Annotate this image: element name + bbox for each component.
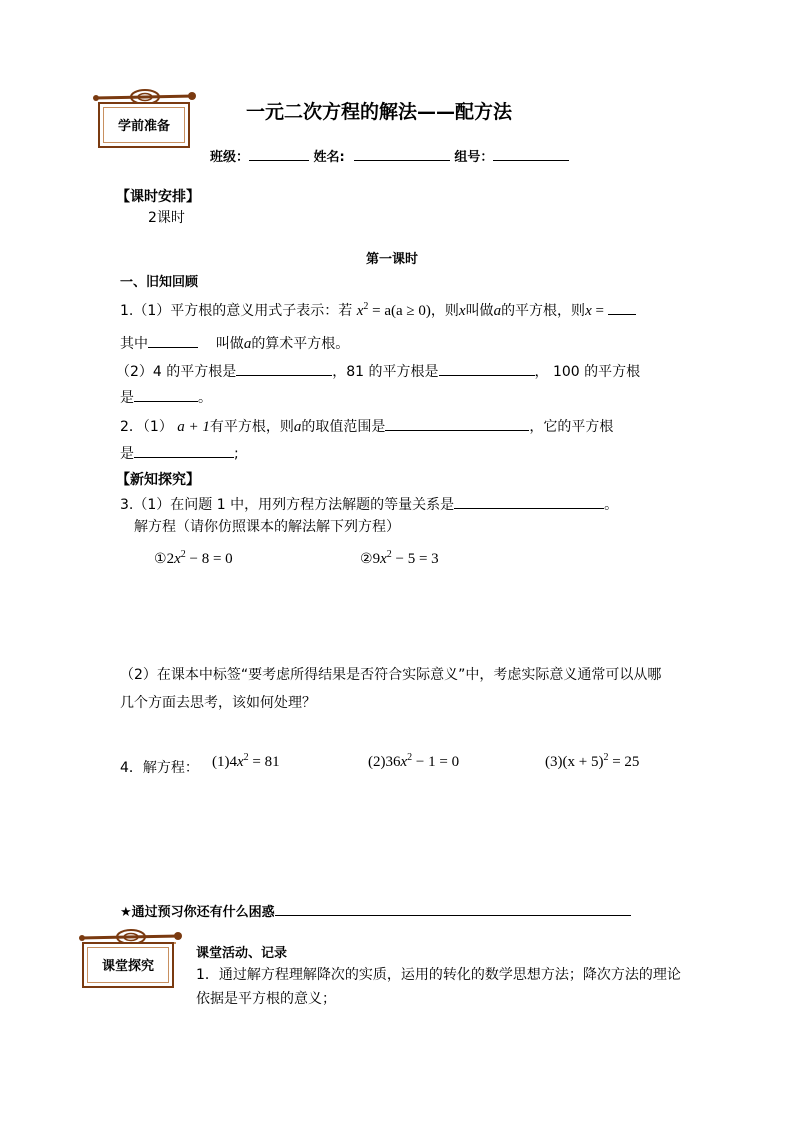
q1-math-a: a — [493, 303, 502, 319]
q2-blank-1[interactable] — [385, 416, 529, 431]
question-4-label: 4．解方程： — [120, 760, 199, 776]
q2-text-3: 的取值范围是 — [301, 419, 386, 435]
question-3-2-line-2: 几个方面去思考，该如何处理？ — [120, 695, 316, 711]
question-3-line-1 — [120, 494, 618, 514]
name-label: 姓名: — [313, 150, 345, 165]
q1-2-line2-text-2: 。 — [198, 390, 212, 406]
group-blank[interactable] — [493, 146, 569, 161]
classroom-item-1-line-2: 依据是平方根的意义； — [196, 991, 336, 1007]
q3-text-2: 。 — [604, 497, 619, 513]
class-label: 班级： — [210, 150, 250, 165]
q1-text-2: ，则 — [430, 303, 459, 319]
q1-line2-math-a: a — [243, 336, 252, 352]
q1-2-blank-3[interactable] — [134, 387, 198, 402]
preview-blank[interactable] — [275, 901, 631, 916]
section-badge-label: 学前准备 — [117, 119, 170, 134]
section-badge-preparation — [90, 86, 200, 148]
q1-2-text: （2）4 的平方根是 — [116, 364, 237, 380]
question-2-line-2 — [120, 443, 239, 463]
explore-heading: 【新知探究】 — [116, 472, 200, 488]
q1-text: 1.（1）平方根的意义用式子表示：若 — [120, 303, 353, 319]
q1-math-x: x — [458, 303, 466, 319]
q1-line2-text: 其中 — [120, 336, 148, 352]
student-info-row — [210, 146, 569, 165]
classroom-item-1-line-1: 1．通过解方程理解降次的实质，运用的转化的数学思想方法；降次方法的理论 — [196, 967, 681, 983]
q1-2-blank-1[interactable] — [236, 361, 332, 376]
question-1-line-2 — [120, 333, 349, 353]
q1-2-text-3: ， 100 的平方根 — [534, 364, 641, 380]
q2-text: 2．（1） — [120, 419, 173, 435]
q2-line2-text: 是 — [120, 446, 134, 462]
class-blank[interactable] — [249, 146, 309, 161]
question-3-line-2: 解方程（请你仿照课本的解法解下列方程） — [134, 519, 400, 535]
q3-blank[interactable] — [454, 494, 604, 509]
eq2-mark: ② — [360, 551, 373, 567]
q1-2-text-2: ，81 的平方根是 — [332, 364, 439, 380]
q2-line2-text-2: ; — [234, 446, 239, 462]
name-blank[interactable] — [354, 146, 450, 161]
question-2-line-1 — [120, 416, 613, 436]
equation-3-2: $②9x^2 - 5 = 3$ — [360, 549, 439, 567]
q3-text: 3.（1）在问题 1 中，用列方程方法解题的等量关系是 — [120, 497, 455, 513]
equation-3-1: $①2x^2 - 8 = 0$ — [154, 549, 233, 567]
equation-4-3: $(3)(x + 5)^2 = 25$ — [545, 752, 640, 770]
section-badge-classroom — [76, 926, 186, 988]
q2-text-2: 有平方根，则 — [209, 419, 294, 435]
eq1-mark: ① — [154, 551, 167, 567]
schedule-heading: 【课时安排】 — [116, 189, 200, 205]
q1-math-sq: $x^2 = a(a \ge 0)$ — [356, 301, 431, 319]
q1-blank-2[interactable] — [148, 333, 198, 348]
review-heading: 一、旧知回顾 — [120, 275, 199, 290]
q1-text-3: 叫做 — [465, 303, 494, 319]
q2-math-a: a — [293, 419, 302, 435]
equation-4-1: $(1)4x^2 = 81$ — [212, 752, 280, 770]
question-1-line-1 — [120, 300, 636, 320]
question-3-2-line-1: （2）在课本中标签“要考虑所得结果是否符合实际意义”中，考虑实际意义通常可以从哪 — [120, 667, 662, 683]
q1-2-blank-2[interactable] — [439, 361, 535, 376]
q1-text-4: 的平方根，则 — [501, 303, 586, 319]
preview-question — [120, 901, 631, 920]
q1-2-line2-text: 是 — [120, 390, 134, 406]
q1-line2-text-3: 的算术平方根。 — [251, 336, 350, 352]
classroom-heading: 课堂活动、记录 — [196, 946, 288, 961]
q1-line2-text-2: 叫做 — [215, 336, 244, 352]
question-1-2-line-2 — [120, 387, 212, 407]
preview-text: ★通过预习你还有什么困惑 — [120, 905, 275, 920]
question-1-2-line-1 — [116, 361, 640, 381]
group-label: 组号： — [454, 150, 494, 165]
q2-math-a1: a + 1 — [177, 419, 210, 435]
q1-math-x2: x = — [585, 303, 604, 319]
equation-4-2: $(2)36x^2 - 1 = 0$ — [368, 752, 460, 770]
q1-blank-1[interactable] — [608, 300, 636, 315]
q2-blank-2[interactable] — [134, 443, 234, 458]
page-title: 一元二次方程的解法——配方法 — [246, 101, 513, 123]
section-badge-label: 课堂探究 — [101, 959, 154, 974]
q2-text-4: ，它的平方根 — [529, 419, 614, 435]
schedule-value: 2课时 — [148, 210, 185, 226]
lesson-heading: 第一课时 — [366, 252, 419, 267]
